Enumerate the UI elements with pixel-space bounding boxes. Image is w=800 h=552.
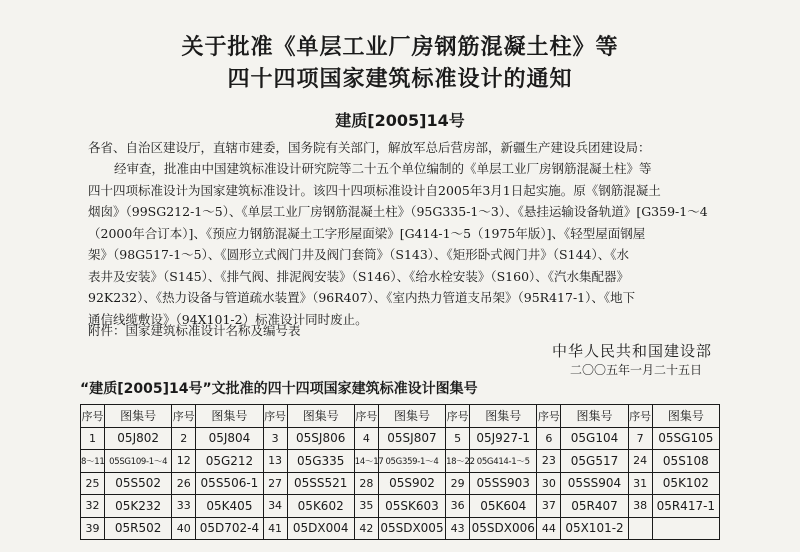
seq-cell: 25 [81,472,105,495]
seq-cell: 18～22 [446,450,470,473]
atlas-number-cell: 05R502 [105,517,172,540]
seq-cell: 23 [537,450,561,473]
table-header-row [81,405,720,428]
seq-cell: 5 [446,427,470,450]
paragraph-line: 烟囱》（99SG212-1～5）、《单层工业厂房钢筋混凝土柱》（95G335-1～3）、《悬挂运输设备轨道》[G359-1～4 [88,204,708,219]
seq-cell: 6 [537,427,561,450]
seq-cell: 3 [263,427,287,450]
paragraph-line: 表井及安装》（S145）、《排气阀、排泥阀安装》（S146）、《给水栓安装》（S160）、《汽水集配器》 [88,268,630,284]
seq-cell: 43 [446,517,470,540]
signing-organization: 中华人民共和国建设部 [551,342,712,360]
table-row [81,427,720,450]
atlas-number-cell: 05SJ806 [287,427,354,450]
paragraph-line: 四十四项标准设计为国家建筑标准设计。该四十四项标准设计自2005年3月1日起实施。原《钢筋混凝土 [88,182,661,198]
atlas-number-cell: 05S902 [378,472,445,495]
atlas-number-cell: 05SS521 [287,472,354,495]
table-body [81,427,720,540]
header-atlas-number: 图集号 [105,405,172,428]
seq-cell: 4 [354,427,378,450]
seq-cell: 31 [628,472,652,495]
seq-cell: 12 [172,450,196,473]
table-row [81,517,720,540]
header-atlas-number: 图集号 [287,405,354,428]
atlas-number-cell: 05G212 [196,450,263,473]
table-row [81,450,720,473]
header-seq: 序号 [537,405,561,428]
seq-cell: 44 [537,517,561,540]
atlas-number-cell: 05G414-1～5 [470,450,537,473]
atlas-number-cell: 05K602 [287,495,354,518]
atlas-number-cell: 05J802 [105,427,172,450]
attachment-note: 附件：国家建筑标准设计名称及编号表 [88,323,301,338]
header-seq: 序号 [628,405,652,428]
seq-cell: 7 [628,427,652,450]
header-atlas-number: 图集号 [378,405,445,428]
seq-cell: 42 [354,517,378,540]
table-row [81,472,720,495]
seq-cell: 35 [354,495,378,518]
signing-date: 二〇〇五年一月二十五日 [569,363,702,377]
document-number: 建质[2005]14号 [335,111,465,130]
seq-cell: 1 [81,427,105,450]
table-title: “建质[2005]14号”文批准的四十四项国家建筑标准设计图集号 [80,381,478,397]
seq-cell: 13 [263,450,287,473]
addressee: 各省、自治区建设厅，直辖市建委，国务院有关部门，解放军总后营房部，新疆生产建设兵团建设局： [88,140,651,155]
atlas-number-cell: 05R417-1 [652,495,719,518]
seq-cell [628,517,652,540]
atlas-number-cell: 05K405 [196,495,263,518]
seq-cell: 33 [172,495,196,518]
atlas-number-cell: 05SG109-1～4 [105,450,172,473]
header-atlas-number: 图集号 [470,405,537,428]
header-seq: 序号 [172,405,196,428]
seq-cell: 26 [172,472,196,495]
seq-cell: 34 [263,495,287,518]
seq-cell: 37 [537,495,561,518]
seq-cell: 41 [263,517,287,540]
atlas-number-cell: 05S506-1 [196,472,263,495]
atlas-number-cell: 05SS903 [470,472,537,495]
atlas-number-cell: 05S108 [652,450,719,473]
atlas-number-cell: 05X101-2 [561,517,628,540]
table-row [81,495,720,518]
seq-cell: 14～17 [354,450,378,473]
notice-title-line-2: 四十四项国家建筑标准设计的通知 [227,67,573,92]
paragraph-line: 经审查，批准由中国建筑标准设计研究院等二十五个单位编制的《单层工业厂房钢筋混凝土柱》等 [114,161,652,176]
atlas-number-cell: 05G517 [561,450,628,473]
atlas-number-cell: 05J927-1 [470,427,537,450]
seq-cell: 32 [81,495,105,518]
atlas-number-cell: 05SG105 [652,427,719,450]
atlas-number-cell: 05SJ807 [378,427,445,450]
header-atlas-number: 图集号 [652,405,719,428]
seq-cell: 39 [81,517,105,540]
atlas-number-cell: 05G104 [561,427,628,450]
atlas-number-cell: 05D702-4 [196,517,263,540]
header-seq: 序号 [446,405,470,428]
atlas-number-cell: 05K232 [105,495,172,518]
atlas-number-cell: 05K604 [470,495,537,518]
notice-title-line-1: 关于批准《单层工业厂房钢筋混凝土柱》等 [181,35,619,60]
paragraph-line: 通信线缆敷设》（94X101-2）标准设计同时废止。 [88,311,368,327]
paragraph-line: 92K232）、《热力设备与管道疏水装置》（96R407）、《室内热力管道支吊架》（95R417-1）、《地下 [88,290,636,305]
seq-cell: 30 [537,472,561,495]
atlas-number-cell: 05G335 [287,450,354,473]
atlas-number-cell: 05S502 [105,472,172,495]
atlas-number-cell: 05J804 [196,427,263,450]
atlas-number-cell: 05G359-1～4 [378,450,445,473]
atlas-number-cell [652,517,719,540]
seq-cell: 36 [446,495,470,518]
seq-cell: 8～11 [81,450,105,473]
notice-paragraph [88,158,728,330]
seq-cell: 24 [628,450,652,473]
header-seq: 序号 [81,405,105,428]
atlas-number-cell: 05K102 [652,472,719,495]
atlas-number-cell: 05SS904 [561,472,628,495]
atlas-number-table [80,404,720,540]
atlas-number-cell: 05DX004 [287,517,354,540]
atlas-number-cell: 05SDX006 [470,517,537,540]
atlas-number-cell: 05SDX005 [378,517,445,540]
seq-cell: 27 [263,472,287,495]
seq-cell: 2 [172,427,196,450]
header-atlas-number: 图集号 [561,405,628,428]
header-seq: 序号 [354,405,378,428]
paragraph-line: 架》（98G517-1～5）、《圆形立式阀门井及阀门套筒》（S143）、《矩形卧式阀门井》（S144）、《水 [88,247,629,262]
paragraph-line: （2000年合订本）]、《预应力钢筋混凝土工字形屋面梁》[G414-1～5（1975年版）]、《轻型屋面钢屋 [88,225,646,241]
atlas-number-cell: 05SK603 [378,495,445,518]
atlas-number-cell: 05R407 [561,495,628,518]
seq-cell: 28 [354,472,378,495]
header-atlas-number: 图集号 [196,405,263,428]
seq-cell: 29 [446,472,470,495]
seq-cell: 40 [172,517,196,540]
seq-cell: 38 [628,495,652,518]
header-seq: 序号 [263,405,287,428]
